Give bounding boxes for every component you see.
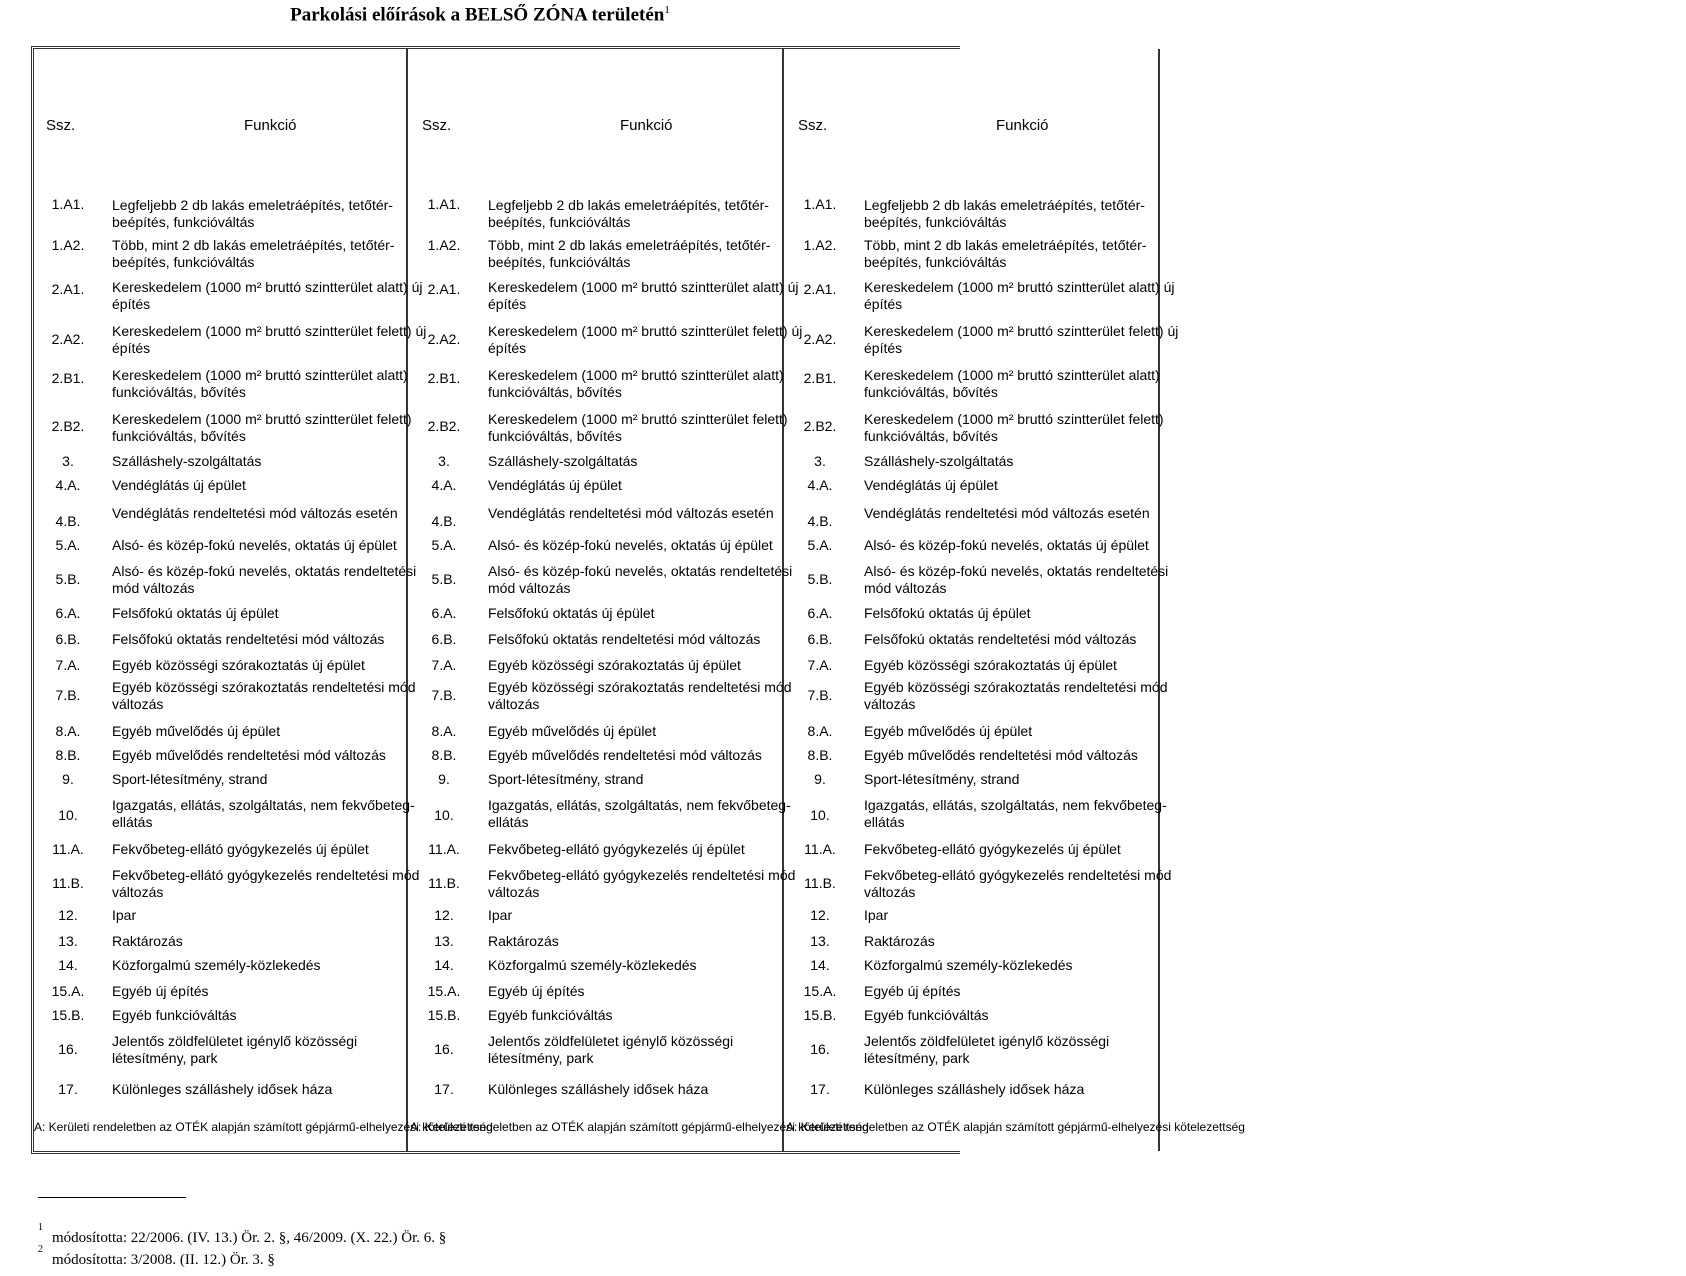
row-ssz: 8.B. xyxy=(807,747,833,763)
row-ssz: 9. xyxy=(438,771,450,787)
row-funkcio xyxy=(864,657,1284,674)
row-funkcio-line: létesítmény, park xyxy=(488,1050,594,1066)
row-ssz: 6.A. xyxy=(431,605,457,621)
row-funkcio-line: Raktározás xyxy=(488,933,559,949)
row-ssz: 5.A. xyxy=(807,537,833,553)
row-funkcio-line: Sport-létesítmény, strand xyxy=(488,771,644,787)
row-ssz: 7.B. xyxy=(431,687,457,703)
column-header-ssz: Ssz. xyxy=(798,117,828,134)
row-funkcio-line: Felsőfokú oktatás rendeltetési mód változás xyxy=(488,631,761,647)
footnote-1: 1 módosította: 22/2006. (IV. 13.) Ör. 2. §, 46/2009. (X. 22.) Ör. 6. § xyxy=(38,1222,447,1246)
row-ssz: 16. xyxy=(434,1041,454,1057)
row-ssz: 7.A. xyxy=(55,657,81,673)
row-funkcio xyxy=(864,841,1284,858)
row-funkcio-line: Közforgalmú személy-közlekedés xyxy=(488,957,697,973)
column-header-funkcio: Funkció xyxy=(996,117,1049,134)
row-ssz: 5.B. xyxy=(807,571,833,587)
row-funkcio-line: Egyéb közösségi szórakoztatás rendeltetési mód xyxy=(112,679,416,695)
row-funkcio-line: Egyéb művelődés rendeltetési mód változás xyxy=(864,747,1138,763)
row-ssz: 5.B. xyxy=(431,571,457,587)
row-funkcio-line: Fekvőbeteg-ellátó gyógykezelés új épület xyxy=(864,841,1121,857)
row-funkcio-line: építés xyxy=(488,340,527,356)
row-funkcio-line: funkcióváltás, bővítés xyxy=(488,428,622,444)
row-funkcio-line: Közforgalmú személy-közlekedés xyxy=(864,957,1073,973)
row-funkcio-line: Jelentős zöldfelületet igénylő közösségi xyxy=(112,1033,358,1049)
row-funkcio-line: Egyéb művelődés rendeltetési mód változás xyxy=(112,747,386,763)
row-ssz: 6.A. xyxy=(55,605,81,621)
row-ssz: 1.A1. xyxy=(51,196,85,212)
row-ssz: 1.A1. xyxy=(803,196,837,212)
row-ssz: 4.B. xyxy=(55,513,81,529)
row-funkcio-line: Alsó- és közép-fokú nevelés, oktatás új épület xyxy=(488,537,773,553)
row-funkcio xyxy=(864,197,1284,231)
table-panel-1 xyxy=(34,49,493,1151)
row-funkcio-line: Vendéglátás rendeltetési mód változás esetén xyxy=(488,505,774,521)
row-funkcio-line: Egyéb funkcióváltás xyxy=(488,1007,613,1023)
row-funkcio xyxy=(864,957,1284,974)
row-funkcio-line: változás xyxy=(488,884,540,900)
row-funkcio-line: beépítés, funkcióváltás xyxy=(864,214,1007,230)
row-ssz: 5.B. xyxy=(55,571,81,587)
row-funkcio-line: mód változás xyxy=(112,580,195,596)
row-funkcio xyxy=(864,1081,1284,1098)
row-ssz: 7.B. xyxy=(55,687,81,703)
row-ssz: 13. xyxy=(810,933,830,949)
row-funkcio-line: építés xyxy=(864,340,903,356)
row-funkcio xyxy=(864,563,1284,597)
row-funkcio xyxy=(864,367,1284,401)
row-ssz: 3. xyxy=(814,453,826,469)
row-funkcio-line: Ipar xyxy=(864,907,889,923)
row-ssz: 14. xyxy=(58,957,78,973)
row-funkcio-line: funkcióváltás, bővítés xyxy=(864,384,998,400)
row-funkcio-line: Alsó- és közép-fokú nevelés, oktatás rendeltetési xyxy=(488,563,793,579)
row-ssz: 12. xyxy=(434,907,454,923)
row-funkcio-line: Kereskedelem (1000 m² bruttó szintterület alatt) xyxy=(488,367,784,383)
row-ssz: 7.A. xyxy=(431,657,457,673)
row-funkcio-line: Egyéb közösségi szórakoztatás rendeltetési mód xyxy=(488,679,792,695)
row-funkcio-line: Alsó- és közép-fokú nevelés, oktatás új épület xyxy=(864,537,1149,553)
row-ssz: 2.B2. xyxy=(803,418,837,434)
row-funkcio-line: Közforgalmú személy-közlekedés xyxy=(112,957,321,973)
row-funkcio-line: funkcióváltás, bővítés xyxy=(112,384,246,400)
row-ssz: 2.A1. xyxy=(803,281,837,297)
column-header-funkcio: Funkció xyxy=(620,117,673,134)
table-note: A: Kerületi rendeletben az OTÉK alapján számított gépjármű-elhelyezési kötelezettség xyxy=(786,1120,1245,1134)
footnote-2: 2 módosította: 3/2008. (II. 12.) Ör. 3. § xyxy=(38,1244,275,1268)
row-funkcio-line: Sport-létesítmény, strand xyxy=(112,771,268,787)
row-ssz: 3. xyxy=(438,453,450,469)
row-funkcio-line: beépítés, funkcióváltás xyxy=(864,254,1007,270)
row-funkcio-line: változás xyxy=(112,884,164,900)
row-ssz: 5.A. xyxy=(431,537,457,553)
row-ssz: 10. xyxy=(810,807,830,823)
page-title: Parkolási előírások a BELSŐ ZÓNA területén$^1$ xyxy=(290,4,670,26)
row-ssz: 2.B2. xyxy=(427,418,461,434)
row-funkcio-line: Ipar xyxy=(488,907,513,923)
row-ssz: 15.B. xyxy=(51,1007,85,1023)
row-ssz: 8.A. xyxy=(55,723,81,739)
row-ssz: 12. xyxy=(58,907,78,923)
row-ssz: 3. xyxy=(62,453,74,469)
row-funkcio xyxy=(864,771,1284,788)
row-funkcio-line: Igazgatás, ellátás, szolgáltatás, nem fekvőbeteg- xyxy=(112,797,415,813)
row-ssz: 12. xyxy=(810,907,830,923)
title-footnote-ref: 1 xyxy=(664,4,670,16)
row-funkcio xyxy=(864,605,1284,622)
row-ssz: 14. xyxy=(810,957,830,973)
row-ssz: 15.B. xyxy=(803,1007,837,1023)
row-funkcio-line: Kereskedelem (1000 m² bruttó szintterület felett) új xyxy=(112,323,427,339)
row-ssz: 6.B. xyxy=(55,631,81,647)
row-ssz: 11.A. xyxy=(428,841,460,857)
row-funkcio-line: mód változás xyxy=(488,580,571,596)
row-funkcio-line: Szálláshely-szolgáltatás xyxy=(864,453,1014,469)
row-funkcio-line: Alsó- és közép-fokú nevelés, oktatás új épület xyxy=(112,537,397,553)
row-funkcio-line: Fekvőbeteg-ellátó gyógykezelés rendeltetési mód xyxy=(864,867,1172,883)
row-funkcio xyxy=(864,1007,1284,1024)
row-funkcio-line: ellátás xyxy=(112,814,153,830)
row-ssz: 4.A. xyxy=(431,477,457,493)
row-ssz: 4.B. xyxy=(807,513,833,529)
row-funkcio-line: ellátás xyxy=(488,814,529,830)
row-ssz: 2.A1. xyxy=(427,281,461,297)
row-ssz: 10. xyxy=(434,807,454,823)
row-ssz: 2.B2. xyxy=(51,418,85,434)
row-funkcio-line: Kereskedelem (1000 m² bruttó szintterület felett) új xyxy=(488,323,803,339)
row-ssz: 6.B. xyxy=(431,631,457,647)
row-funkcio-line: Kereskedelem (1000 m² bruttó szintterület felett) xyxy=(112,411,412,427)
row-funkcio-line: funkcióváltás, bővítés xyxy=(112,428,246,444)
row-ssz: 11.B. xyxy=(52,875,84,891)
row-funkcio-line: Vendéglátás rendeltetési mód változás esetén xyxy=(864,505,1150,521)
row-funkcio xyxy=(864,747,1284,764)
row-funkcio-line: Vendéglátás rendeltetési mód változás esetén xyxy=(112,505,398,521)
row-funkcio-line: létesítmény, park xyxy=(112,1050,218,1066)
row-funkcio-line: beépítés, funkcióváltás xyxy=(112,254,255,270)
row-ssz: 6.A. xyxy=(807,605,833,621)
row-funkcio-line: Különleges szálláshely idősek háza xyxy=(112,1081,333,1097)
row-ssz: 11.B. xyxy=(428,875,460,891)
row-funkcio xyxy=(864,631,1284,648)
row-funkcio xyxy=(864,933,1284,950)
row-funkcio xyxy=(864,411,1284,445)
row-funkcio-line: mód változás xyxy=(864,580,947,596)
row-ssz: 17. xyxy=(58,1081,78,1097)
row-ssz: 13. xyxy=(434,933,454,949)
row-funkcio xyxy=(864,237,1284,271)
row-ssz: 13. xyxy=(58,933,78,949)
row-funkcio-line: építés xyxy=(112,340,151,356)
row-funkcio-line: Egyéb új építés xyxy=(864,983,961,999)
row-funkcio xyxy=(864,679,1284,713)
row-ssz: 2.B1. xyxy=(51,370,85,386)
row-funkcio xyxy=(864,537,1284,554)
row-funkcio-line: beépítés, funkcióváltás xyxy=(488,254,631,270)
row-funkcio-line: Legfeljebb 2 db lakás emeletráépítés, tetőtér- xyxy=(112,197,393,213)
footnote-divider xyxy=(38,1197,186,1198)
row-funkcio xyxy=(864,323,1284,357)
row-ssz: 14. xyxy=(434,957,454,973)
row-ssz: 8.B. xyxy=(431,747,457,763)
row-funkcio-line: Igazgatás, ellátás, szolgáltatás, nem fekvőbeteg- xyxy=(488,797,791,813)
row-funkcio-line: Kereskedelem (1000 m² bruttó szintterület felett) új xyxy=(864,323,1179,339)
row-funkcio-line: Raktározás xyxy=(864,933,935,949)
row-ssz: 5.A. xyxy=(55,537,81,553)
row-funkcio-line: Felsőfokú oktatás rendeltetési mód változás xyxy=(112,631,385,647)
row-funkcio-line: ellátás xyxy=(864,814,905,830)
row-funkcio-line: Kereskedelem (1000 m² bruttó szintterület felett) xyxy=(488,411,788,427)
row-ssz: 15.A. xyxy=(427,983,461,999)
column-header-funkcio: Funkció xyxy=(244,117,297,134)
row-funkcio-line: Fekvőbeteg-ellátó gyógykezelés rendeltetési mód xyxy=(488,867,796,883)
row-funkcio-line: építés xyxy=(864,296,903,312)
row-ssz: 7.A. xyxy=(807,657,833,673)
row-ssz: 2.A2. xyxy=(427,331,461,347)
row-funkcio-line: Különleges szálláshely idősek háza xyxy=(488,1081,709,1097)
row-funkcio-line: Több, mint 2 db lakás emeletráépítés, tetőtér- xyxy=(488,237,771,253)
column-header-ssz: Ssz. xyxy=(46,117,76,134)
row-funkcio-line: Vendéglátás új épület xyxy=(112,477,246,493)
row-ssz: 2.B1. xyxy=(427,370,461,386)
row-funkcio-line: Több, mint 2 db lakás emeletráépítés, tetőtér- xyxy=(112,237,395,253)
row-ssz: 8.B. xyxy=(55,747,81,763)
row-funkcio xyxy=(864,797,1284,831)
row-funkcio-line: építés xyxy=(488,296,527,312)
row-funkcio-line: változás xyxy=(112,696,164,712)
row-funkcio-line: Kereskedelem (1000 m² bruttó szintterület alatt) új xyxy=(864,279,1175,295)
table-panel-3 xyxy=(786,49,1245,1151)
row-ssz: 8.A. xyxy=(431,723,457,739)
row-funkcio-line: változás xyxy=(864,696,916,712)
table-note: A: Kerületi rendeletben az OTÉK alapján számított gépjármű-elhelyezési kötelezettség xyxy=(34,1120,493,1134)
row-funkcio-line: változás xyxy=(488,696,540,712)
row-funkcio-line: Egyéb művelődés rendeltetési mód változás xyxy=(488,747,762,763)
row-funkcio-line: Egyéb művelődés új épület xyxy=(488,723,657,739)
row-funkcio-line: beépítés, funkcióváltás xyxy=(488,214,631,230)
row-funkcio-line: Alsó- és közép-fokú nevelés, oktatás rendeltetési xyxy=(864,563,1169,579)
row-ssz: 11.A. xyxy=(804,841,836,857)
row-ssz: 1.A2. xyxy=(51,237,85,253)
row-funkcio-line: Kereskedelem (1000 m² bruttó szintterület alatt) új xyxy=(488,279,799,295)
row-ssz: 11.A. xyxy=(52,841,84,857)
row-funkcio-line: Egyéb funkcióváltás xyxy=(864,1007,989,1023)
row-ssz: 4.A. xyxy=(807,477,833,493)
row-ssz: 16. xyxy=(810,1041,830,1057)
row-funkcio-line: Egyéb közösségi szórakoztatás új épület xyxy=(864,657,1117,673)
row-funkcio-line: Fekvőbeteg-ellátó gyógykezelés rendeltetési mód xyxy=(112,867,420,883)
row-funkcio-line: Egyéb új építés xyxy=(488,983,585,999)
row-ssz: 4.A. xyxy=(55,477,81,493)
row-funkcio-line: Raktározás xyxy=(112,933,183,949)
row-funkcio-line: Szálláshely-szolgáltatás xyxy=(488,453,638,469)
row-ssz: 2.A2. xyxy=(51,331,85,347)
row-ssz: 9. xyxy=(814,771,826,787)
row-funkcio-line: Kereskedelem (1000 m² bruttó szintterület alatt) xyxy=(864,367,1160,383)
row-funkcio-line: Ipar xyxy=(112,907,137,923)
row-funkcio-line: Legfeljebb 2 db lakás emeletráépítés, tetőtér- xyxy=(864,197,1145,213)
row-funkcio xyxy=(864,505,1284,522)
row-funkcio-line: funkcióváltás, bővítés xyxy=(488,384,622,400)
row-funkcio-line: Felsőfokú oktatás új épület xyxy=(864,605,1031,621)
table-frame xyxy=(31,46,1245,1154)
row-ssz: 1.A2. xyxy=(427,237,461,253)
row-ssz: 4.B. xyxy=(431,513,457,529)
row-funkcio-line: Egyéb új építés xyxy=(112,983,209,999)
row-funkcio-line: Felsőfokú oktatás új épület xyxy=(112,605,279,621)
row-ssz: 17. xyxy=(810,1081,830,1097)
row-funkcio-line: beépítés, funkcióváltás xyxy=(112,214,255,230)
row-ssz: 17. xyxy=(434,1081,454,1097)
row-funkcio xyxy=(864,477,1284,494)
row-funkcio-line: Felsőfokú oktatás új épület xyxy=(488,605,655,621)
table-note: A: Kerületi rendeletben az OTÉK alapján számított gépjármű-elhelyezési kötelezettség xyxy=(410,1120,869,1134)
row-funkcio-line: Egyéb közösségi szórakoztatás rendeltetési mód xyxy=(864,679,1168,695)
row-funkcio xyxy=(864,1033,1284,1067)
row-funkcio-line: Jelentős zöldfelületet igénylő közösségi xyxy=(864,1033,1110,1049)
row-funkcio-line: Alsó- és közép-fokú nevelés, oktatás rendeltetési xyxy=(112,563,417,579)
row-funkcio-line: Kereskedelem (1000 m² bruttó szintterület alatt) xyxy=(112,367,408,383)
row-funkcio-line: Sport-létesítmény, strand xyxy=(864,771,1020,787)
row-funkcio-line: változás xyxy=(864,884,916,900)
row-funkcio-line: Különleges szálláshely idősek háza xyxy=(864,1081,1085,1097)
row-funkcio-line: Egyéb művelődés új épület xyxy=(864,723,1033,739)
row-funkcio xyxy=(864,907,1284,924)
row-ssz: 11.B. xyxy=(804,875,836,891)
table-panel-2 xyxy=(410,49,869,1151)
row-ssz: 7.B. xyxy=(807,687,833,703)
row-ssz: 2.A2. xyxy=(803,331,837,347)
row-funkcio xyxy=(864,723,1284,740)
row-funkcio-line: Felsőfokú oktatás rendeltetési mód változás xyxy=(864,631,1137,647)
row-funkcio-line: Egyéb közösségi szórakoztatás új épület xyxy=(112,657,365,673)
row-ssz: 15.A. xyxy=(51,983,85,999)
row-ssz: 15.A. xyxy=(803,983,837,999)
row-funkcio-line: Kereskedelem (1000 m² bruttó szintterület felett) xyxy=(864,411,1164,427)
row-ssz: 6.B. xyxy=(807,631,833,647)
row-funkcio-line: Kereskedelem (1000 m² bruttó szintterület alatt) új xyxy=(112,279,423,295)
row-funkcio-line: Egyéb közösségi szórakoztatás új épület xyxy=(488,657,741,673)
row-ssz: 2.B1. xyxy=(803,370,837,386)
row-ssz: 16. xyxy=(58,1041,78,1057)
row-ssz: 1.A2. xyxy=(803,237,837,253)
row-funkcio-line: építés xyxy=(112,296,151,312)
row-funkcio-line: Vendéglátás új épület xyxy=(864,477,998,493)
row-funkcio-line: Legfeljebb 2 db lakás emeletráépítés, tetőtér- xyxy=(488,197,769,213)
row-funkcio-line: Igazgatás, ellátás, szolgáltatás, nem fekvőbeteg- xyxy=(864,797,1167,813)
column-header-ssz: Ssz. xyxy=(422,117,452,134)
row-funkcio-line: Fekvőbeteg-ellátó gyógykezelés új épület xyxy=(488,841,745,857)
row-ssz: 10. xyxy=(58,807,78,823)
row-funkcio xyxy=(864,453,1284,470)
row-funkcio-line: funkcióváltás, bővítés xyxy=(864,428,998,444)
row-ssz: 9. xyxy=(62,771,74,787)
row-funkcio-line: Egyéb művelődés új épület xyxy=(112,723,281,739)
row-funkcio-line: Szálláshely-szolgáltatás xyxy=(112,453,262,469)
row-ssz: 2.A1. xyxy=(51,281,85,297)
row-ssz: 15.B. xyxy=(427,1007,461,1023)
row-funkcio-line: Fekvőbeteg-ellátó gyógykezelés új épület xyxy=(112,841,369,857)
row-ssz: 1.A1. xyxy=(427,196,461,212)
row-funkcio xyxy=(864,867,1284,901)
row-funkcio xyxy=(864,983,1284,1000)
row-funkcio-line: Vendéglátás új épület xyxy=(488,477,622,493)
row-funkcio-line: Egyéb funkcióváltás xyxy=(112,1007,237,1023)
row-funkcio-line: Több, mint 2 db lakás emeletráépítés, tetőtér- xyxy=(864,237,1147,253)
row-funkcio-line: Jelentős zöldfelületet igénylő közösségi xyxy=(488,1033,734,1049)
row-funkcio xyxy=(864,279,1284,313)
row-funkcio-line: létesítmény, park xyxy=(864,1050,970,1066)
row-ssz: 8.A. xyxy=(807,723,833,739)
